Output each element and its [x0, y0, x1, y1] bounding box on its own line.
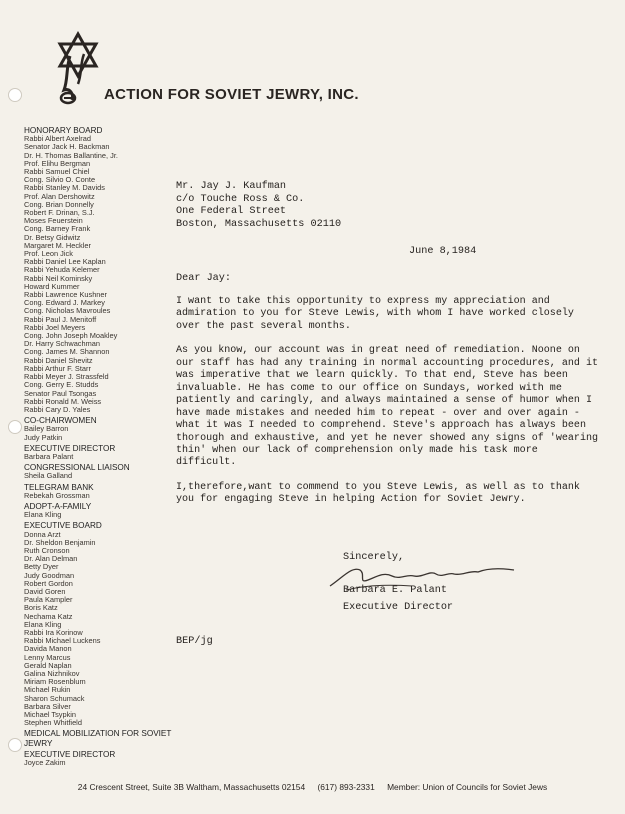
roster-name: Rabbi Daniel Lee Kaplan [24, 257, 106, 267]
roster-name: Judy Patkin [24, 432, 63, 442]
roster-heading: MEDICAL MOBILIZATION FOR SOVIET JEWRY [24, 729, 172, 748]
board-roster [24, 126, 174, 769]
roster-name: Bailey Barron [24, 424, 69, 434]
roster-name: Prof. Elihu Bergman [24, 158, 91, 168]
roster-name: Ruth Cronson [24, 545, 70, 555]
roster-section [24, 502, 174, 519]
roster-name: Dr. Sheldon Benjamin [24, 537, 96, 547]
roster-section [24, 126, 174, 414]
roster-name: Cong. Gerry E. Studds [24, 380, 99, 390]
roster-name: Cong. John Joseph Moakley [24, 331, 118, 341]
organization-name: ACTION FOR SOVIET JEWRY, INC. [104, 86, 359, 103]
roster-name: Paula Kampler [24, 595, 73, 605]
body-paragraph: As you know, our account was in great need of remediation. Noone on our staff has had any training in normal accounting procedures, and it was imperative that we learn quickly. To that end, Steve has been invaluable. He has come to our office on Sundays, worked with me patiently and caringly, and always maintained a sense of humor when I have made mistakes and needed him to repeat - over and over again - what it was I needed to comprehend. Steve's approach has always been thorough and exhaustive, and yet he never showed any signs of 'wearing thin' when our lack of comprehension only made his task more difficult. [176, 345, 599, 469]
roster-name: Rabbi Daniel Shevitz [24, 355, 93, 365]
roster-section [24, 729, 174, 747]
roster-section [24, 483, 174, 500]
letter-date: June 8,1984 [409, 246, 477, 257]
roster-name: Howard Kummer [24, 281, 80, 291]
roster-section [24, 521, 174, 727]
address-line: c/o Touche Ross & Co. [176, 193, 305, 205]
footer-phone: (617) 893-2331 [317, 782, 375, 792]
roster-name: Margaret M. Heckler [24, 240, 91, 250]
roster-name: Barbara Silver [24, 701, 71, 711]
letter-body [176, 296, 600, 519]
roster-name: Miriam Rosenblum [24, 677, 86, 687]
roster-heading: TELEGRAM BANK [24, 482, 94, 492]
roster-name: Cong. Edward J. Markey [24, 298, 105, 308]
signature-block [343, 582, 453, 616]
roster-heading: CONGRESSIONAL LIAISON [24, 463, 130, 473]
roster-name: Cong. Silvio O. Conte [24, 175, 96, 185]
roster-name: Dr. Harry Schwachman [24, 339, 100, 349]
roster-name: Nechama Katz [24, 611, 73, 621]
roster-name: Moses Feuerstein [24, 216, 83, 226]
roster-name: Rabbi Joel Meyers [24, 322, 86, 332]
roster-section [24, 750, 174, 767]
roster-name: Senator Jack H. Backman [24, 142, 110, 152]
roster-name: Cong. Barney Frank [24, 224, 91, 234]
roster-name: Cong. James M. Shannon [24, 347, 110, 357]
roster-name: Dr. Betsy Gidwitz [24, 232, 81, 242]
roster-name: Gerald Naplan [24, 660, 72, 670]
roster-name: Galina Nizhnikov [24, 669, 80, 678]
roster-name: Rabbi Lawrence Kushner [24, 290, 107, 300]
binder-hole [8, 88, 22, 102]
roster-heading: EXECUTIVE DIRECTOR [24, 749, 116, 759]
roster-section [24, 416, 174, 442]
roster-name: Robert F. Drinan, S.J. [24, 208, 95, 218]
roster-name: Cong. Nicholas Mavroules [24, 306, 111, 316]
roster-name: Davida Manon [24, 644, 72, 654]
roster-heading: CO-CHAIRWOMEN [24, 416, 97, 426]
body-paragraph: I,therefore,want to commend to you Steve Lewis, as well as to thank you for engaging Steve in helping Action for Soviet Jewry. [176, 481, 580, 506]
roster-name: Joyce Zakim [24, 758, 66, 768]
letterhead-footer [0, 782, 625, 792]
roster-name: Elana Kling [24, 619, 62, 629]
roster-section [24, 444, 174, 461]
roster-name: Rabbi Paul J. Menitoff [24, 314, 97, 324]
roster-heading: EXECUTIVE DIRECTOR [24, 443, 116, 453]
binder-hole [8, 420, 22, 434]
roster-name: Dr. H. Thomas Ballantine, Jr. [24, 150, 118, 160]
roster-name: Sharon Schumack [24, 693, 85, 703]
roster-name: Senator Paul Tsongas [24, 388, 97, 398]
roster-name: Rabbi Ira Korinow [24, 627, 83, 637]
closing: Sincerely, [343, 552, 405, 563]
footer-membership: Member: Union of Councils for Soviet Jews [387, 782, 548, 792]
signer-title: Executive Director [343, 602, 454, 613]
roster-name: Elana Kling [24, 510, 62, 520]
roster-name: Rabbi Neil Kominsky [24, 273, 93, 283]
signer-name: Barbara E. Palant [343, 585, 447, 596]
roster-heading: HONORARY BOARD [24, 126, 103, 135]
roster-heading: EXECUTIVE BOARD [24, 521, 102, 531]
roster-section [24, 463, 174, 480]
roster-name: Dr. Alan Delman [24, 554, 78, 564]
roster-name: Rabbi Stanley M. Davids [24, 183, 105, 193]
roster-name: Barbara Palant [24, 451, 74, 461]
roster-name: Rabbi Michael Luckens [24, 636, 101, 646]
roster-name: Sheila Galland [24, 471, 73, 481]
footer-address: 24 Crescent Street, Suite 3B Waltham, Massachusetts 02154 [77, 782, 306, 792]
roster-name: Rabbi Meyer J. Strassfeld [24, 372, 109, 382]
address-line: One Federal Street [176, 206, 287, 218]
roster-name: Rebekah Grossman [24, 490, 90, 500]
salutation: Dear Jay: [176, 273, 232, 284]
recipient-address [176, 181, 596, 231]
roster-name: Prof. Alan Dershowitz [24, 191, 95, 201]
star-of-david-logo-icon [50, 28, 106, 110]
roster-name: Cong. Brian Donnelly [24, 199, 94, 209]
binder-hole [8, 738, 22, 752]
roster-name: Robert Gordon [24, 578, 73, 588]
roster-name: Michael Rukin [24, 685, 71, 695]
body-paragraph: I want to take this opportunity to express my appreciation and admiration to you for Steve Lewis, with whom I have worked closely over the past several months. [176, 296, 574, 332]
roster-name: Rabbi Samuel Chiel [24, 167, 90, 177]
typist-initials: BEP/jg [176, 636, 213, 647]
roster-name: Rabbi Arthur F. Starr [24, 363, 91, 373]
roster-name: Donna Arzt [24, 529, 61, 539]
roster-name: David Goren [24, 586, 66, 596]
roster-name: Rabbi Yehuda Kelemer [24, 265, 100, 275]
roster-name: Prof. Leon Jick [24, 249, 73, 259]
roster-name: Rabbi Cary D. Yales [24, 404, 91, 414]
roster-name: Stephen Whitfield [24, 718, 82, 728]
roster-heading: ADOPT-A-FAMILY [24, 501, 92, 511]
roster-name: Judy Goodman [24, 570, 75, 580]
roster-name: Betty Dyer [24, 562, 59, 572]
roster-name: Lenny Marcus [24, 652, 71, 662]
address-line: Mr. Jay J. Kaufman [176, 181, 287, 192]
address-line: Boston, Massachusetts 02110 [176, 218, 342, 230]
roster-name: Rabbi Ronald M. Weiss [24, 396, 102, 406]
roster-name: Rabbi Albert Axelrad [24, 134, 91, 144]
roster-name: Boris Katz [24, 603, 58, 613]
roster-name: Michael Tsypkin [24, 710, 77, 720]
